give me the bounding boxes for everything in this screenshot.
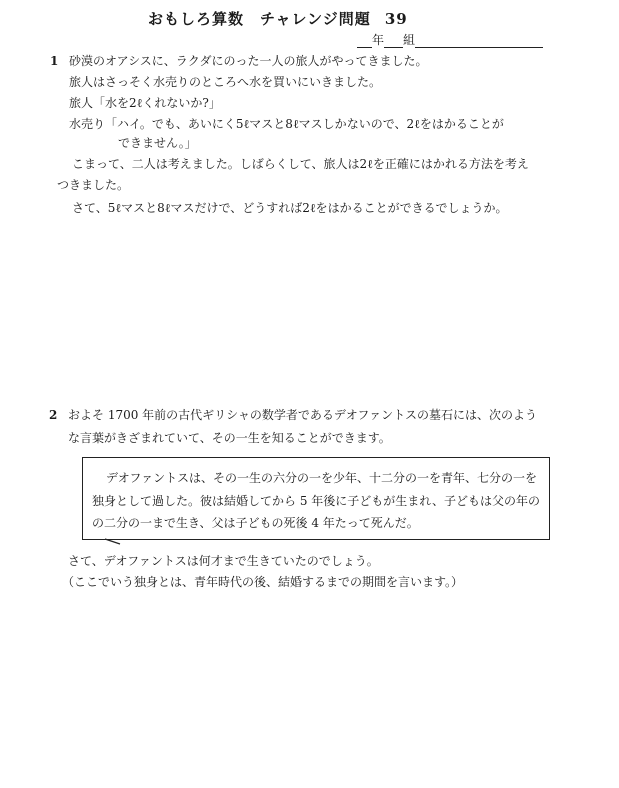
problem-1-line: できません。」 xyxy=(118,136,197,150)
epitaph-line: デオファントスは、その一生の六分の一を少年、十二分の一を青年、七分の一を xyxy=(106,471,538,485)
title-text: おもしろ算数 チャレンジ問題 xyxy=(148,10,371,28)
problem-1-line: こまって、二人は考えました。しばらくして、旅人は2ℓを正確にはかれる方法を考え xyxy=(72,157,529,171)
problem-1-line: つきました。 xyxy=(57,178,130,192)
epitaph-line: の二分の一まで生き、父は子どもの死後 4 年たって死んだ。 xyxy=(92,516,419,530)
problem-set-number: 39 xyxy=(384,10,408,28)
name-blank[interactable] xyxy=(415,35,543,48)
problem-2-question: さて、デオファントスは何才まで生きていたのでしょう。 xyxy=(68,554,379,568)
grade-class-field xyxy=(357,31,543,48)
problem-1-line: さて、5ℓマスと8ℓマスだけで、どうすれば2ℓをはかることができるでしょうか。 xyxy=(72,201,508,215)
problem-2-number: 2 xyxy=(49,408,58,422)
problem-1-line: 旅人「水を2ℓくれないか?」 xyxy=(69,96,221,110)
class-label: 組 xyxy=(403,33,416,47)
problem-1-line: 旅人はさっそく水売りのところへ水を買いにいきました。 xyxy=(69,75,382,89)
problem-2-note: （ここでいう独身とは、青年時代の後、結婚するまでの期間を言います。） xyxy=(62,575,464,589)
problem-1-number: 1 xyxy=(50,54,59,68)
class-blank[interactable] xyxy=(384,35,403,48)
problem-2-line: およそ 1700 年前の古代ギリシャの数学者であるデオファントスの墓石には、次のよう xyxy=(68,408,537,422)
epitaph-line: 独身として過した。彼は結婚してから 5 年後に子どもが生まれ、子どもは父の年の xyxy=(92,494,540,508)
grade-blank[interactable] xyxy=(357,35,372,48)
box-corner-mark xyxy=(104,538,122,546)
problem-2-line: な言葉がきざまれていて、その一生を知ることができます。 xyxy=(68,431,391,445)
problem-1-line: 水売り「ハイ。でも、あいにく5ℓマスと8ℓマスしかないので、2ℓをはかることが xyxy=(69,117,504,131)
page-title xyxy=(148,8,408,29)
grade-label: 年 xyxy=(372,33,385,47)
problem-1-line: 砂漠のオアシスに、ラクダにのった一人の旅人がやってきました。 xyxy=(69,54,428,68)
